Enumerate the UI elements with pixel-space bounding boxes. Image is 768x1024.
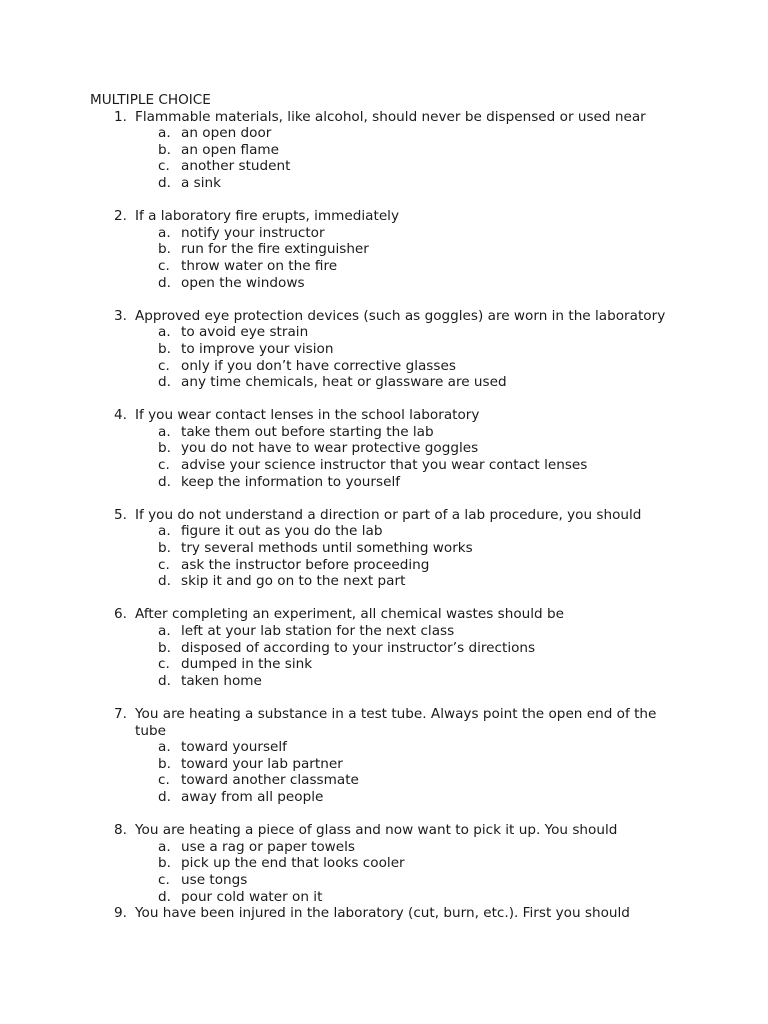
answer-option xyxy=(0,756,768,773)
option-text: taken home xyxy=(181,672,262,689)
option-letter: d. xyxy=(158,473,171,490)
option-text: pour cold water on it xyxy=(181,888,323,905)
option-letter: b. xyxy=(158,855,171,872)
option-letter: c. xyxy=(158,556,170,573)
answer-option xyxy=(0,540,768,557)
option-letter: a. xyxy=(158,423,171,440)
question-2 xyxy=(0,208,768,291)
answer-option xyxy=(0,158,768,175)
question-number: 8. xyxy=(114,822,127,839)
question-text: Flammable materials, like alcohol, should never be dispensed or used near xyxy=(135,108,646,125)
answer-option xyxy=(0,623,768,640)
option-text: advise your science instructor that you wear contact lenses xyxy=(181,457,588,474)
answer-option xyxy=(0,839,768,856)
option-letter: a. xyxy=(158,623,171,639)
option-text: you do not have to wear protective goggles xyxy=(181,440,479,457)
option-letter: c. xyxy=(158,457,170,474)
option-letter: b. xyxy=(158,540,171,557)
answer-option xyxy=(0,125,768,142)
option-letter: d. xyxy=(158,274,171,291)
option-text: only if you don’t have corrective glasses xyxy=(181,357,456,374)
question-9 xyxy=(0,905,768,922)
question-text: If you wear contact lenses in the school laboratory xyxy=(135,407,480,424)
option-text: toward yourself xyxy=(181,739,287,756)
answer-option xyxy=(0,324,768,341)
option-text: keep the information to yourself xyxy=(181,473,401,490)
answer-option xyxy=(0,772,768,789)
option-letter: a. xyxy=(158,739,171,756)
answer-option xyxy=(0,358,768,375)
option-text: take them out before starting the lab xyxy=(181,423,434,440)
option-letter: c. xyxy=(158,257,170,274)
answer-option xyxy=(0,241,768,258)
answer-option xyxy=(0,440,768,457)
answer-option xyxy=(0,474,768,491)
question-text: Approved eye protection devices (such as goggles) are worn in the laboratory xyxy=(135,307,666,324)
question-text: You are heating a substance in a test tube. Always point the open end of the tube xyxy=(135,705,657,739)
option-letter: b. xyxy=(158,141,171,158)
question-5 xyxy=(0,507,768,590)
section-heading: MULTIPLE CHOICE xyxy=(90,92,211,108)
answer-option xyxy=(0,656,768,673)
option-text: use a rag or paper towels xyxy=(181,838,355,855)
option-text: notify your instructor xyxy=(181,224,325,241)
option-text: disposed of according to your instructor’s directions xyxy=(181,639,536,656)
option-text: dumped in the sink xyxy=(181,656,313,673)
question-text: If a laboratory fire erupts, immediately xyxy=(135,208,400,225)
option-text: run for the fire extinguisher xyxy=(181,241,369,258)
answer-option xyxy=(0,142,768,159)
option-text: left at your lab station for the next class xyxy=(181,623,455,639)
question-number: 9. xyxy=(114,905,127,922)
option-text: throw water on the fire xyxy=(181,257,338,274)
option-text: away from all people xyxy=(181,788,324,805)
answer-option xyxy=(0,275,768,292)
question-text: After completing an experiment, all chemical wastes should be xyxy=(135,606,564,623)
answer-option xyxy=(0,225,768,242)
answer-option xyxy=(0,889,768,906)
answer-option xyxy=(0,457,768,474)
question-number: 3. xyxy=(114,307,127,324)
option-letter: a. xyxy=(158,125,171,142)
option-letter: d. xyxy=(158,573,171,590)
question-number: 7. xyxy=(114,705,127,722)
option-text: ask the instructor before proceeding xyxy=(181,556,430,573)
answer-option xyxy=(0,424,768,441)
option-text: pick up the end that looks cooler xyxy=(181,855,405,872)
question-number: 2. xyxy=(114,208,127,225)
option-text: any time chemicals, heat or glassware are used xyxy=(181,374,507,391)
question-3 xyxy=(0,308,768,391)
option-letter: b. xyxy=(158,755,171,772)
question-8 xyxy=(0,822,768,905)
option-text: use tongs xyxy=(181,871,248,888)
answer-option xyxy=(0,872,768,889)
answer-option xyxy=(0,175,768,192)
option-letter: a. xyxy=(158,838,171,855)
option-letter: c. xyxy=(158,357,170,374)
option-letter: d. xyxy=(158,174,171,191)
question-6 xyxy=(0,606,768,689)
answer-option xyxy=(0,258,768,275)
answer-option xyxy=(0,573,768,590)
option-letter: c. xyxy=(158,656,170,673)
question-number: 1. xyxy=(114,108,127,125)
question-text: If you do not understand a direction or part of a lab procedure, you should xyxy=(135,506,642,523)
question-text: You are heating a piece of glass and now want to pick it up. You should xyxy=(135,822,618,839)
question-number: 6. xyxy=(114,606,127,623)
option-text: open the windows xyxy=(181,274,305,291)
option-letter: d. xyxy=(158,672,171,689)
option-text: skip it and go on to the next part xyxy=(181,573,406,590)
question-7 xyxy=(0,706,768,806)
option-letter: a. xyxy=(158,324,171,341)
answer-option xyxy=(0,523,768,540)
option-letter: d. xyxy=(158,374,171,391)
option-text: toward your lab partner xyxy=(181,755,343,772)
answer-option xyxy=(0,789,768,806)
option-letter: b. xyxy=(158,440,171,457)
question-number: 4. xyxy=(114,407,127,424)
option-text: try several methods until something works xyxy=(181,540,473,557)
answer-option xyxy=(0,341,768,358)
answer-option xyxy=(0,640,768,657)
answer-option xyxy=(0,673,768,690)
question-number: 5. xyxy=(114,506,127,523)
option-text: to improve your vision xyxy=(181,340,334,357)
option-letter: c. xyxy=(158,871,170,888)
option-text: a sink xyxy=(181,174,221,191)
answer-option xyxy=(0,374,768,391)
option-letter: b. xyxy=(158,340,171,357)
answer-option xyxy=(0,739,768,756)
option-text: to avoid eye strain xyxy=(181,324,309,341)
answer-option xyxy=(0,557,768,574)
option-text: figure it out as you do the lab xyxy=(181,523,383,540)
answer-option xyxy=(0,855,768,872)
option-letter: b. xyxy=(158,639,171,656)
option-letter: c. xyxy=(158,772,170,789)
option-text: another student xyxy=(181,158,291,175)
option-letter: a. xyxy=(158,224,171,241)
option-letter: b. xyxy=(158,241,171,258)
question-1 xyxy=(0,109,768,192)
option-letter: d. xyxy=(158,888,171,905)
question-text: You have been injured in the laboratory (cut, burn, etc.). First you should xyxy=(135,905,630,922)
question-4 xyxy=(0,407,768,490)
option-letter: a. xyxy=(158,523,171,540)
option-text: an open door xyxy=(181,125,272,142)
option-text: toward another classmate xyxy=(181,772,359,789)
option-letter: c. xyxy=(158,158,170,175)
option-text: an open flame xyxy=(181,141,280,158)
option-letter: d. xyxy=(158,788,171,805)
question-list xyxy=(0,109,768,922)
